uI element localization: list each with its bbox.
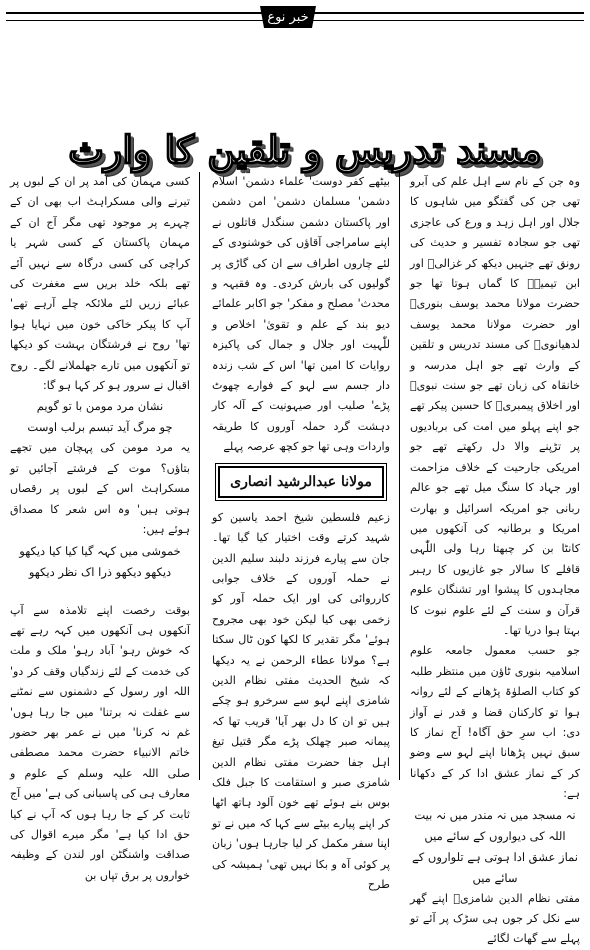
paragraph: جو حسب معمول جامعہ علوم اسلامیہ بنوری ٹاؤن میں منتظر طلبہ کو کتاب الصلوٰۃ پڑھانے کے لئے روانہ ہوا تو کارکنان قضا و قدر نے آواز دی: اب سرِ حق آگاہ! آج نماز کا سبق نہیں پڑھانا اپنے لہو سے وضو کر کے نماز عشق ادا کر کے دکھانا ہے: (410, 644, 580, 801)
paragraph: وہ جن کے نام سے اہل علم کی آبرو تھی جن کی گفتگو میں شاہوں کا جلال اور اہل زہد و ورع کی عاجزی تھی جو سجادہ تفسیر و حدیث کی رونق تھے جنہیں دیکھ کر غزالیؒ اور ابن تیمیہؒ کا گماں ہوتا تھا جو حضرت مولانا محمد یوسف بنوریؒ اور حضرت مولانا محمد یوسف لدھیانویؒ کی مسند تدریس و تلقین کے وارث تھے جو اہل مدرسہ و خانقاہ کی زبان تھے جو سنت نبویؐ اور اخلاق پیمبریؐ کا حسین پیکر تھے جو اپنے پہلو میں امت کی بربادیوں پر تڑپنے والا دل رکھتے تھے جو امریکی جارحیت کے خلاف مزاحمت اور جہاد کا سنگ میل تھے جو عالم ربانی جو امریکہ اسرائیل و بھارت امریکا و برطانیہ کی آنکھوں میں کانٹا بن کر چبھتا رہا ولی اللّٰہی قافلے کا سالار جو غازیوں کا رہبر مجاہدوں کا پیشوا اور تشنگان علوم قرآن و سنت کے لئے علوم نبوت کا بہتا ہوا دریا تھا۔ (410, 175, 580, 637)
author-byline: مولانا عبدالرشید انصاری (218, 466, 384, 498)
column-right (410, 172, 580, 946)
section-tab (256, 4, 320, 30)
paragraph: بوقت رخصت اپنے تلامذہ سے آپ آنکھوں ہی آنکھوں میں کہہ رہے تھے کہ خوش رہو' آباد رہو' ملک و ملت کی خدمت کے لئے زندگیاں وقف کر دو' اللہ اور رسول کے دشمنوں سے نمٹنے سے غفلت نہ برتنا' میں جا رہا ہوں' غم نہ کرنا' میں نے عمر بھر حضور خاتم الانبیاء حضرت محمد مصطفی صلی اللہ علیہ وسلم کے علوم و معارف ہی کی پاسبانی کی ہے' میں آج ثابت کر کے جا رہا ہوں کہ آپ نے کیا حق ادا کیا ہے' مگر میرے اقوال کی صداقت واشنگٹن اور لندن کے وظیفہ خواروں پر برق تپاں بن (10, 603, 190, 882)
verse: نہ مسجد میں نہ مندر میں نہ بیت اللہ کی دیواروں کے سائے میں نماز عشق ادا ہوتی ہے تلواروں کے سائے میں (412, 807, 578, 885)
paragraph: کسی مہمان کی آمد پر ان کے لبوں پر تیرنے والی مسکراہٹ اب بھی ان کے چہرے پر موجود تھی مگر آج ان کے مہمان پاکستان کے کسی شہر یا کراچی کی کسی درگاہ سے نہیں آئے تھے بلکہ خلد بریں سے مغفرت کی عبائے زریں لئے ملائکہ چلے آرہے تھے' آپ کا پیکر خاکی خون میں نہایا ہوا تھا' روح نے فرشتگان بہشت کو دیکھا تو آنکھوں میں تارے جھلملانے لگے۔ روح اقبال نے سرور ہو کر کہا ہو گا: (10, 175, 190, 393)
section-tab-label: خبر نوع (267, 9, 309, 25)
column-middle (212, 172, 390, 891)
column-divider (199, 172, 200, 780)
headline: مسند تدریس و تلقین کا وارث (68, 126, 542, 172)
paragraph: یہ مرد مومن کی پہچان میں تجھے بتاؤں؟ موت کے فرشتے آجائیں تو مسکراہٹ اس کے لبوں پر رقصاں ہوتی ہیں' وہ اس شعر کا مصداق ہوئے ہیں: (10, 441, 190, 537)
paragraph: مفتی نظام الدین شامزیؒ اپنے گھر سے نکل کر جوں ہی سڑک پر آئے تو پہلے سے گھات لگائے (410, 891, 580, 946)
paragraph: بیٹھے کفر دوست' علماء دشمن' اسلام دشمن' مسلمان دشمن' امن دشمن اور پاکستان دشمن سنگدل قاتلوں نے اپنے سامراجی آقاؤں کی خوشنودی کے لئے چاروں اطراف سے ان کی گاڑی پر گولیوں کی بارش کردی۔ وہ فقیہہ و محدث' مصلح و مفکر' جو اکابر علمائے دیو بند کے علم و تقویٰ' اخلاص و للّٰہیت اور جلال و جمال کی پاکیزہ روایات کا امین تھا' اس کے شب زندہ دار جسم سے لہو کے فوارے چھوٹ پڑے' صلیب اور صیہونیت کے آلہ کار دہشت گرد حملہ آوروں کا طریقہ واردات وہی تھا جو کچھ عرصہ پہلے (212, 175, 390, 454)
verse: خموشی میں کہہ گیا کیا کیا دیکھو دیکھو دیکھو ذرا اک نظر دیکھو (19, 543, 181, 579)
column-divider (399, 172, 400, 780)
column-left (10, 172, 190, 882)
paragraph: زعیم فلسطین شیخ احمد یاسین کو شہید کرتے وقت اختیار کیا گیا تھا۔ جان سے پیارے فرزند دلبند سلیم الدین نے حملہ آوروں کے خلاف جوابی کارروائی کی اور ایک حملہ آور کو زخمی بھی کیا لیکن خود بھی مجروح ہوئے' مگر تقدیر کا لکھا کون ٹال سکتا ہے؟ مولانا عطاء الرحمن نے یہ دیکھا کہ شیخ الحدیث مفتی نظام الدین شامزی اپنے لہو سے سرخرو ہو چکے ہیں تو ان کا دل بھر آیا' قریب تھا کہ پیمانہ صبر چھلک پڑے مگر قتیل تیغ اہل جفا حضرت مفتی نظام الدین شامزی صبر و استقامت کا جبل فلک بوس بنے ہوئے تھے خون آلود ہاتھ اٹھا کر اپنے پیارے بیٹے سے کہا کہ میں نے تو اپنا سفر مکمل کر لیا جارہا ہوں' زبان پر کوئی آہ و بکا نہیں تھی' ہمیشہ کی طرح (212, 510, 390, 891)
verse: نشان مرد مومن با تو گویم چو مرگ آید تبسم برلب اوست (27, 399, 173, 435)
